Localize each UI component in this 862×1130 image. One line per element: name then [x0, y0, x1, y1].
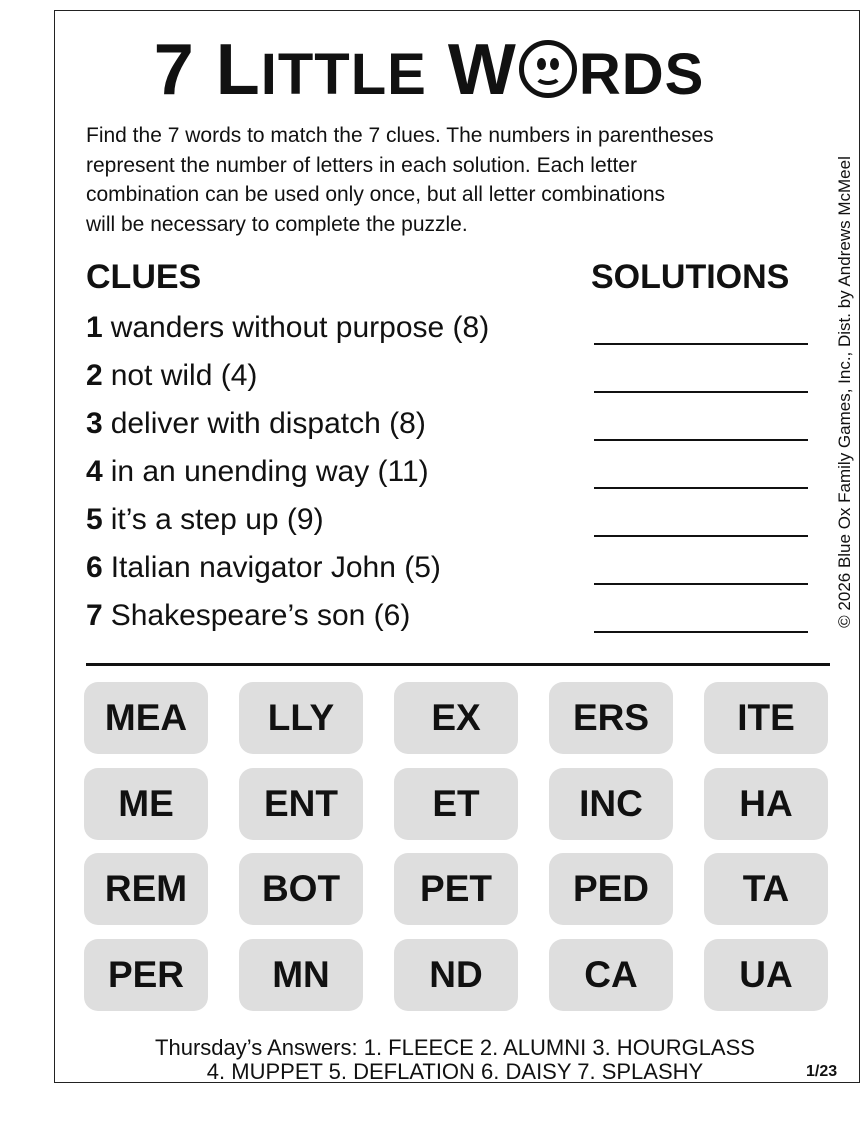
solution-blank-3[interactable]: [594, 439, 808, 441]
letter-tile[interactable]: HA: [704, 768, 828, 840]
solution-blank-1[interactable]: [594, 343, 808, 345]
letter-tile[interactable]: TA: [704, 853, 828, 925]
instructions-line: combination can be used only once, but all letter combinations: [86, 183, 666, 206]
solution-blank-2[interactable]: [594, 391, 808, 393]
clue-text: Shakespeare’s son (6): [110, 599, 411, 632]
clue-number: 6: [86, 551, 103, 584]
solution-blank-5[interactable]: [594, 535, 808, 537]
clue-1: [86, 311, 489, 345]
letter-tile[interactable]: EX: [394, 682, 518, 754]
clue-number: 3: [86, 407, 103, 440]
letter-tile[interactable]: MN: [239, 939, 363, 1011]
letter-tile[interactable]: REM: [84, 853, 208, 925]
answers-line-1: Thursday’s Answers: 1. FLEECE 2. ALUMNI 3. HOURGLASS: [155, 1035, 755, 1060]
letter-tile[interactable]: PET: [394, 853, 518, 925]
clue-number: 2: [86, 359, 103, 392]
letter-tile[interactable]: ERS: [549, 682, 673, 754]
clue-3: [86, 407, 426, 441]
puzzle-date: 1/23: [806, 1063, 838, 1080]
letter-tile[interactable]: ITE: [704, 682, 828, 754]
clue-7: [86, 599, 410, 633]
clue-5: [86, 503, 324, 537]
instructions: [86, 121, 831, 239]
letter-tile[interactable]: ND: [394, 939, 518, 1011]
clue-text: Italian navigator John (5): [110, 551, 441, 584]
letter-tile[interactable]: ET: [394, 768, 518, 840]
letter-tile[interactable]: INC: [549, 768, 673, 840]
clue-2: [86, 359, 257, 393]
solution-blank-7[interactable]: [594, 631, 808, 633]
solution-blank-6[interactable]: [594, 583, 808, 585]
title-little-initial: L: [215, 30, 261, 110]
clue-text: wanders without purpose (8): [110, 311, 490, 344]
letter-tile[interactable]: ME: [84, 768, 208, 840]
title-seven: 7: [153, 30, 195, 110]
title-words-initial: W: [447, 30, 517, 110]
letter-tile[interactable]: CA: [549, 939, 673, 1011]
clue-number: 4: [86, 455, 103, 488]
instructions-line: will be necessary to complete the puzzle.: [86, 212, 468, 236]
title-little-rest: ITTLE: [260, 42, 427, 107]
letter-tile[interactable]: UA: [704, 939, 828, 1011]
answers-line-2: 4. MUPPET 5. DEFLATION 6. DAISY 7. SPLASHY: [206, 1059, 704, 1084]
letter-tile[interactable]: PER: [84, 939, 208, 1011]
clue-number: 5: [86, 503, 103, 536]
clue-text: in an unending way (11): [110, 455, 429, 488]
clues-heading: CLUES: [86, 258, 202, 296]
solutions-heading: SOLUTIONS: [591, 258, 790, 296]
instructions-line: represent the number of letters in each solution. Each letter: [86, 153, 637, 177]
copyright-notice: © 2026 Blue Ox Family Games, Inc., Dist. by Andrews McMeel: [835, 156, 854, 628]
clue-text: deliver with dispatch (8): [110, 407, 426, 440]
clue-6: [86, 551, 441, 585]
letter-tile[interactable]: MEA: [84, 682, 208, 754]
letter-tile[interactable]: ENT: [239, 768, 363, 840]
smiley-face-icon: [519, 40, 577, 98]
clue-text: not wild (4): [110, 359, 258, 392]
solution-blank-4[interactable]: [594, 487, 808, 489]
clue-text: it’s a step up (9): [110, 503, 324, 536]
letter-tile[interactable]: LLY: [239, 682, 363, 754]
puzzle-title: [54, 22, 804, 123]
instructions-line: Find the 7 words to match the 7 clues. The numbers in parentheses: [86, 124, 714, 147]
clue-number: 7: [86, 599, 103, 632]
clue-number: 1: [86, 311, 103, 344]
clue-4: [86, 455, 429, 489]
letter-tile[interactable]: PED: [549, 853, 673, 925]
previous-answers: [90, 1036, 820, 1084]
title-words-rest: RDS: [578, 42, 705, 107]
letter-tile[interactable]: BOT: [239, 853, 363, 925]
divider: [86, 663, 830, 666]
